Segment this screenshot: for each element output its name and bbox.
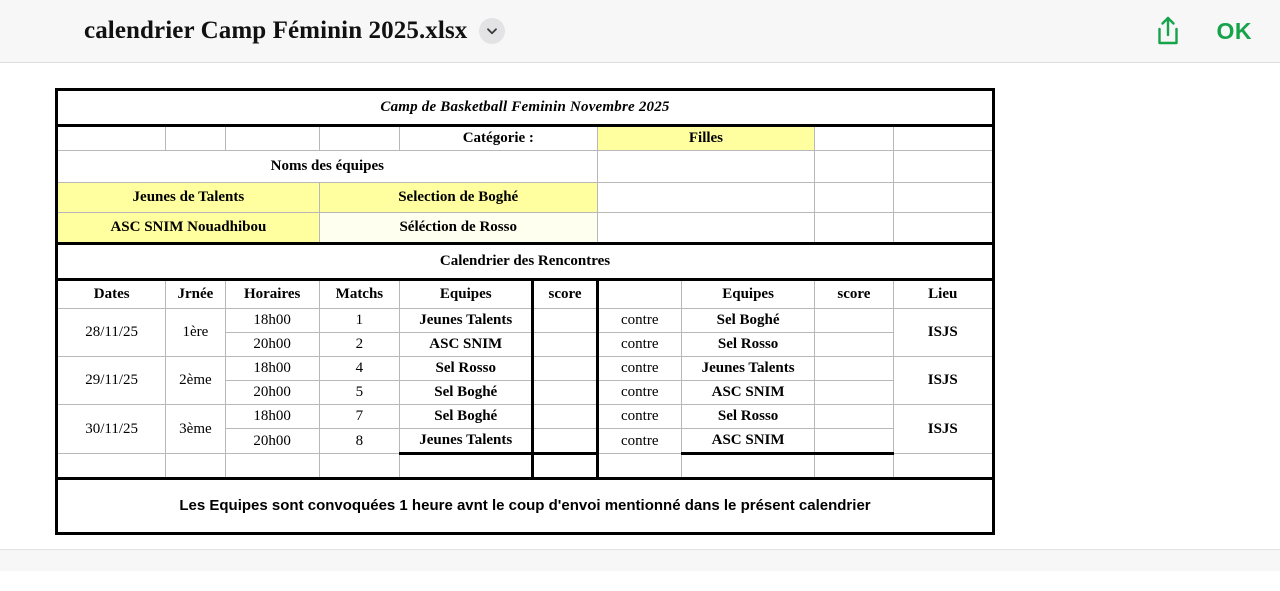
- table-row: [57, 183, 994, 213]
- team-name: Séléction de Rosso: [319, 213, 597, 244]
- empty-cell: [893, 126, 993, 151]
- match-date: 29/11/25: [57, 357, 166, 405]
- empty-cell: [597, 183, 815, 213]
- category-label: Catégorie :: [400, 126, 598, 151]
- match-time: 18h00: [225, 357, 319, 381]
- table-row: [57, 90, 994, 126]
- match-away-team: ASC SNIM: [681, 381, 814, 405]
- empty-cell: [225, 454, 319, 479]
- table-row: [57, 454, 994, 479]
- match-date: 30/11/25: [57, 405, 166, 454]
- column-header-jrnee: Jrnée: [166, 280, 225, 309]
- empty-cell: [225, 126, 319, 151]
- team-name: Jeunes de Talents: [57, 183, 320, 213]
- match-home-score[interactable]: [533, 405, 597, 429]
- spreadsheet-content: [55, 88, 995, 535]
- column-header-separator: [597, 280, 681, 309]
- match-number: 2: [319, 333, 399, 357]
- match-away-score[interactable]: [815, 333, 893, 357]
- match-home-team: Jeunes Talents: [400, 429, 533, 454]
- empty-cell: [815, 454, 893, 479]
- match-away-team: Sel Rosso: [681, 333, 814, 357]
- match-number: 8: [319, 429, 399, 454]
- match-venue: ISJS: [893, 309, 993, 357]
- table-row: [57, 126, 994, 151]
- table-row: [57, 357, 994, 381]
- column-header-score-home: score: [533, 280, 597, 309]
- match-number: 4: [319, 357, 399, 381]
- table-row: [57, 213, 994, 244]
- match-away-team: Jeunes Talents: [681, 357, 814, 381]
- match-journee: 1ère: [166, 309, 225, 357]
- column-header-dates: Dates: [57, 280, 166, 309]
- empty-cell: [533, 454, 597, 479]
- match-home-team: Sel Rosso: [400, 357, 533, 381]
- column-header-matchs: Matchs: [319, 280, 399, 309]
- match-journee: 2ème: [166, 357, 225, 405]
- match-away-score[interactable]: [815, 405, 893, 429]
- table-row: [57, 244, 994, 280]
- match-time: 18h00: [225, 405, 319, 429]
- empty-cell: [815, 183, 893, 213]
- empty-cell: [57, 454, 166, 479]
- column-header-score-away: score: [815, 280, 893, 309]
- category-value: Filles: [597, 126, 815, 151]
- empty-cell: [815, 126, 893, 151]
- column-header-equipes-home: Equipes: [400, 280, 533, 309]
- match-separator: contre: [597, 405, 681, 429]
- top-bar-actions: [1153, 0, 1253, 62]
- table-row: [57, 479, 994, 534]
- app-top-bar: [0, 0, 1280, 63]
- empty-cell: [893, 183, 993, 213]
- empty-cell: [815, 213, 893, 244]
- schedule-table: [55, 88, 995, 535]
- empty-cell: [319, 126, 399, 151]
- team-name: Selection de Boghé: [319, 183, 597, 213]
- teams-header: Noms des équipes: [57, 151, 598, 183]
- match-home-score[interactable]: [533, 357, 597, 381]
- match-away-score[interactable]: [815, 429, 893, 454]
- file-title-group[interactable]: [84, 17, 505, 45]
- empty-cell: [893, 213, 993, 244]
- empty-cell: [893, 151, 993, 183]
- match-time: 20h00: [225, 381, 319, 405]
- team-name: ASC SNIM Nouadhibou: [57, 213, 320, 244]
- match-away-team: Sel Rosso: [681, 405, 814, 429]
- match-home-score[interactable]: [533, 309, 597, 333]
- match-home-team: Sel Boghé: [400, 405, 533, 429]
- empty-cell: [681, 454, 814, 479]
- match-number: 5: [319, 381, 399, 405]
- match-time: 20h00: [225, 333, 319, 357]
- table-row: [57, 405, 994, 429]
- match-home-score[interactable]: [533, 381, 597, 405]
- table-header-row: [57, 280, 994, 309]
- match-away-team: ASC SNIM: [681, 429, 814, 454]
- empty-cell: [597, 151, 815, 183]
- match-separator: contre: [597, 357, 681, 381]
- match-date: 28/11/25: [57, 309, 166, 357]
- ok-button[interactable]: OK: [1216, 17, 1252, 44]
- match-separator: contre: [597, 309, 681, 333]
- match-venue: ISJS: [893, 405, 993, 454]
- chevron-down-icon[interactable]: [479, 18, 505, 44]
- match-separator: contre: [597, 429, 681, 454]
- empty-cell: [597, 213, 815, 244]
- share-icon[interactable]: [1153, 15, 1183, 47]
- spreadsheet-viewer: [0, 63, 1280, 571]
- match-home-team: Jeunes Talents: [400, 309, 533, 333]
- empty-cell: [597, 454, 681, 479]
- column-header-lieu: Lieu: [893, 280, 993, 309]
- match-away-score[interactable]: [815, 381, 893, 405]
- empty-cell: [400, 454, 533, 479]
- column-header-equipes-away: Equipes: [681, 280, 814, 309]
- match-away-team: Sel Boghé: [681, 309, 814, 333]
- schedule-banner: Calendrier des Rencontres: [57, 244, 994, 280]
- empty-cell: [57, 126, 166, 151]
- table-row: [57, 309, 994, 333]
- match-journee: 3ème: [166, 405, 225, 454]
- match-away-score[interactable]: [815, 357, 893, 381]
- footnote-text: Les Equipes sont convoquées 1 heure avnt le coup d'envoi mentionné dans le présent calendrier: [57, 479, 994, 534]
- match-separator: contre: [597, 333, 681, 357]
- empty-cell: [166, 126, 225, 151]
- match-home-score[interactable]: [533, 333, 597, 357]
- empty-cell: [815, 151, 893, 183]
- sheet-title-banner: Camp de Basketball Feminin Novembre 2025: [57, 90, 994, 126]
- match-away-score[interactable]: [815, 309, 893, 333]
- table-row: [57, 151, 994, 183]
- match-time: 18h00: [225, 309, 319, 333]
- match-home-team: ASC SNIM: [400, 333, 533, 357]
- match-venue: ISJS: [893, 357, 993, 405]
- empty-cell: [166, 454, 225, 479]
- match-number: 7: [319, 405, 399, 429]
- match-time: 20h00: [225, 429, 319, 454]
- column-header-horaires: Horaires: [225, 280, 319, 309]
- file-name-label: calendrier Camp Féminin 2025.xlsx: [84, 17, 468, 44]
- match-home-score[interactable]: [533, 429, 597, 454]
- empty-cell: [893, 454, 993, 479]
- match-number: 1: [319, 309, 399, 333]
- match-separator: contre: [597, 381, 681, 405]
- match-home-team: Sel Boghé: [400, 381, 533, 405]
- empty-cell: [319, 454, 399, 479]
- bottom-bar: [0, 549, 1280, 571]
